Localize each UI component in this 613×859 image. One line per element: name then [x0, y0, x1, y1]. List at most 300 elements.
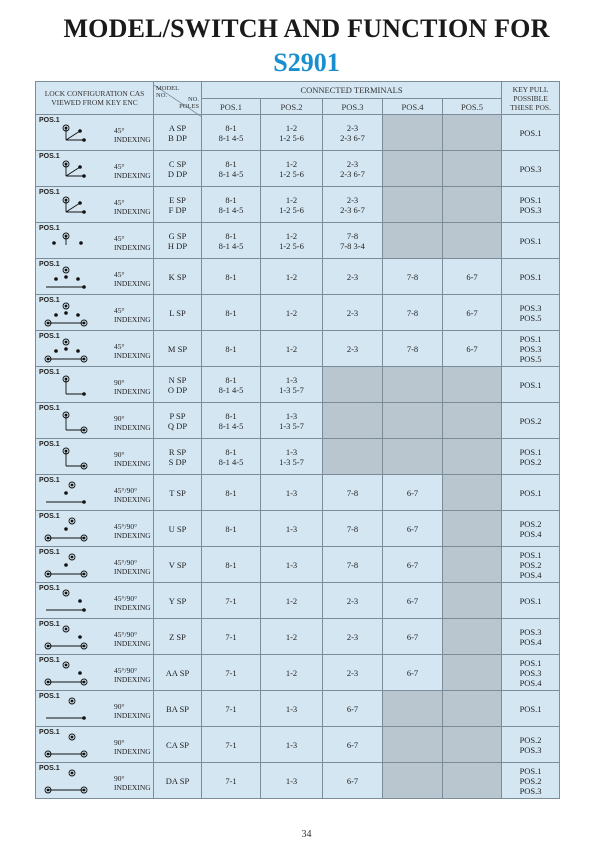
terminal-cell [443, 511, 502, 547]
terminal-value: 7-1 [225, 739, 237, 750]
table-row [36, 727, 560, 763]
terminal-cell [261, 763, 323, 799]
indexing-label [114, 450, 151, 468]
terminal-value: 1-3 [285, 446, 298, 457]
model-code: O DP [167, 384, 188, 395]
key-pull-value: POS.4 [519, 528, 542, 539]
terminal-cell [202, 619, 261, 655]
terminal-value: 1-3 [285, 523, 298, 534]
model-code: A SP [168, 122, 187, 133]
indexing-text: INDEXING [114, 171, 151, 180]
key-pull-value: POS.3 [519, 302, 542, 313]
model-cell [154, 115, 202, 151]
terminal-value: 1-2 [285, 230, 298, 241]
table-row [36, 115, 560, 151]
terminal-cell [323, 727, 383, 763]
pos1-label: POS.1 [39, 333, 60, 340]
key-pull-value: POS.1 [519, 487, 542, 498]
terminal-cell [202, 223, 261, 259]
model-cell [154, 547, 202, 583]
table-row [36, 547, 560, 583]
key-pull-value: POS.1 [519, 194, 542, 205]
key-pull-value: POS.3 [519, 626, 542, 637]
pos1-label: POS.1 [39, 477, 60, 484]
lock-config-cell [36, 259, 154, 295]
terminal-cell [383, 295, 443, 331]
terminal-cell [323, 763, 383, 799]
model-code: G SP [168, 230, 187, 241]
indexing-text: INDEXING [114, 207, 151, 216]
terminal-cell [443, 727, 502, 763]
table-row [36, 151, 560, 187]
model-code: H DP [167, 240, 188, 251]
table-row [36, 691, 560, 727]
key-pull-value: POS.2 [519, 775, 542, 786]
terminal-value: 8-1 4-5 [218, 456, 244, 467]
terminal-value: 7-8 3-4 [340, 240, 365, 251]
terminal-cell [202, 727, 261, 763]
lock-config-cell [36, 655, 154, 691]
indexing-text: INDEXING [114, 351, 151, 360]
model-cell [154, 439, 202, 475]
lock-config-cell [36, 295, 154, 331]
terminal-cell [261, 727, 323, 763]
terminal-cell [383, 187, 443, 223]
terminal-cell [383, 475, 443, 511]
terminal-cell [443, 331, 502, 367]
terminal-value: 1-2 5-6 [279, 132, 304, 143]
model-cell [154, 619, 202, 655]
terminal-cell [261, 151, 323, 187]
terminal-cell [443, 403, 502, 439]
indexing-text: INDEXING [114, 747, 151, 756]
model-code: V SP [168, 559, 187, 570]
terminal-value: 8-1 [225, 194, 237, 205]
terminal-cell [261, 619, 323, 655]
terminal-value: 8-1 4-5 [218, 240, 244, 251]
terminal-cell [323, 547, 383, 583]
terminal-value: 1-3 [285, 410, 298, 421]
indexing-angle: 45° [114, 270, 125, 279]
indexing-angle: 45°/90° [114, 486, 138, 495]
table-row [36, 511, 560, 547]
indexing-label [114, 702, 151, 720]
terminal-value: 1-2 [285, 122, 298, 133]
indexing-label [114, 558, 151, 576]
model-code: Z SP [169, 631, 186, 642]
indexing-angle: 90° [114, 414, 125, 423]
terminal-value: 8-1 4-5 [218, 168, 244, 179]
indexing-label [114, 198, 151, 216]
lock-config-cell [36, 151, 154, 187]
key-pull-header: KEY PULL POSSIBLE THESE POS. [502, 82, 560, 115]
pos1-label: POS.1 [39, 621, 60, 628]
terminal-cell [202, 367, 261, 403]
terminal-value: 8-1 [225, 374, 237, 385]
terminal-value: 8-1 4-5 [218, 420, 244, 431]
indexing-angle: 90° [114, 378, 125, 387]
key-pull-value: POS.2 [519, 518, 542, 529]
terminal-cell [383, 439, 443, 475]
model-code: T SP [169, 487, 186, 498]
pos1-label: POS.1 [39, 765, 60, 772]
key-pull-value: POS.5 [519, 312, 542, 323]
indexing-text: INDEXING [114, 459, 151, 468]
model-cell [154, 583, 202, 619]
indexing-angle: 90° [114, 702, 125, 711]
pos1-label: POS.1 [39, 549, 60, 556]
terminal-value: 7-1 [225, 631, 237, 642]
model-code: L SP [169, 307, 186, 318]
key-pull-cell [502, 367, 560, 403]
terminal-value: 1-2 [285, 343, 298, 354]
model-code: Q DP [167, 420, 188, 431]
terminal-value: 7-8 [406, 271, 419, 282]
terminal-value: 6-7 [466, 343, 478, 354]
model-cell [154, 331, 202, 367]
table-row [36, 475, 560, 511]
terminal-cell [323, 403, 383, 439]
lock-config-cell [36, 223, 154, 259]
terminal-cell [261, 547, 323, 583]
indexing-text: INDEXING [114, 279, 151, 288]
terminal-value: 8-1 [225, 122, 237, 133]
model-code: K SP [168, 271, 187, 282]
terminal-cell [383, 151, 443, 187]
indexing-label [114, 774, 151, 792]
terminal-value: 8-1 [225, 559, 237, 570]
indexing-angle: 45°/90° [114, 666, 138, 675]
model-code: CA SP [166, 739, 189, 750]
key-pull-value: POS.1 [519, 703, 542, 714]
key-pull-cell [502, 403, 560, 439]
terminal-cell [443, 367, 502, 403]
terminal-cell [202, 115, 261, 151]
model-cell [154, 403, 202, 439]
model-code: S DP [168, 456, 187, 467]
terminal-cell [202, 187, 261, 223]
table-row [36, 583, 560, 619]
key-pull-cell [502, 331, 560, 367]
terminal-value: 1-2 [285, 158, 298, 169]
indexing-label [114, 522, 151, 540]
key-pull-cell [502, 763, 560, 799]
key-pull-cell [502, 295, 560, 331]
terminal-cell [261, 295, 323, 331]
terminal-cell [383, 115, 443, 151]
terminal-value: 2-3 [346, 122, 359, 133]
model-code: C SP [168, 158, 187, 169]
lock-config-cell [36, 763, 154, 799]
terminal-value: 7-1 [225, 775, 237, 786]
terminal-value: 8-1 4-5 [218, 204, 244, 215]
terminal-cell [323, 259, 383, 295]
terminal-value: 8-1 [225, 410, 237, 421]
terminal-value: 6-7 [406, 487, 419, 498]
terminal-cell [443, 475, 502, 511]
terminal-cell [383, 763, 443, 799]
terminal-value: 1-3 [285, 703, 298, 714]
key-pull-value: POS.1 [519, 549, 542, 560]
key-pull-value: POS.1 [519, 765, 542, 776]
terminal-value: 6-7 [346, 703, 359, 714]
indexing-label [114, 594, 151, 612]
model-cell [154, 475, 202, 511]
terminal-value: 2-3 [346, 307, 359, 318]
model-code: B DP [168, 132, 187, 143]
terminal-cell [323, 655, 383, 691]
terminal-value: 7-8 [346, 487, 359, 498]
lock-config-cell [36, 331, 154, 367]
key-pull-value: POS.4 [519, 677, 542, 688]
key-pull-cell [502, 475, 560, 511]
key-pull-value: POS.4 [519, 636, 542, 647]
terminal-cell [443, 187, 502, 223]
key-pull-cell [502, 547, 560, 583]
terminal-cell [261, 475, 323, 511]
key-pull-cell [502, 259, 560, 295]
indexing-text: INDEXING [114, 315, 151, 324]
table-row [36, 367, 560, 403]
terminal-value: 2-3 [346, 595, 359, 606]
terminal-value: 6-7 [406, 595, 419, 606]
key-pull-cell [502, 187, 560, 223]
indexing-text: INDEXING [114, 639, 151, 648]
pos1-label: POS.1 [39, 585, 60, 592]
terminal-cell [202, 403, 261, 439]
lock-config-cell [36, 547, 154, 583]
model-cell [154, 295, 202, 331]
model-no-label: MODEL NO. [156, 85, 179, 99]
page-title: MODEL/SWITCH AND FUNCTION FOR [63, 14, 550, 43]
terminal-value: 7-8 [406, 307, 419, 318]
key-pull-cell [502, 691, 560, 727]
terminal-value: 1-2 5-6 [279, 240, 304, 251]
terminal-cell [383, 223, 443, 259]
table-row [36, 655, 560, 691]
terminal-cell [202, 691, 261, 727]
terminal-cell [261, 223, 323, 259]
terminal-value: 2-3 [346, 158, 359, 169]
terminal-value: 2-3 6-7 [340, 204, 365, 215]
terminal-value: 8-1 4-5 [218, 384, 244, 395]
terminal-value: 1-2 5-6 [279, 168, 304, 179]
indexing-label [114, 234, 151, 252]
indexing-text: INDEXING [114, 675, 151, 684]
terminal-value: 6-7 [406, 523, 419, 534]
key-pull-value: POS.3 [519, 744, 542, 755]
terminal-cell [323, 187, 383, 223]
terminal-cell [323, 295, 383, 331]
indexing-text: INDEXING [114, 243, 151, 252]
model-code: BA SP [166, 703, 189, 714]
terminal-cell [443, 151, 502, 187]
model-cell [154, 763, 202, 799]
model-code: D DP [167, 168, 188, 179]
terminal-value: 8-1 [225, 523, 237, 534]
key-pull-cell [502, 223, 560, 259]
model-code: F DP [168, 204, 187, 215]
pos1-label: POS.1 [39, 441, 60, 448]
key-pull-value: POS.5 [519, 353, 542, 364]
terminal-cell [383, 547, 443, 583]
key-pull-value: POS.4 [519, 569, 542, 580]
pos1-label: POS.1 [39, 225, 60, 232]
terminal-cell [202, 475, 261, 511]
model-cell [154, 367, 202, 403]
key-pull-value: POS.1 [519, 657, 542, 668]
key-pull-cell [502, 655, 560, 691]
pos1-label: POS.1 [39, 297, 60, 304]
terminal-value: 7-8 [346, 230, 359, 241]
lock-config-cell [36, 691, 154, 727]
model-code: Y SP [168, 595, 187, 606]
indexing-label [114, 666, 151, 684]
indexing-angle: 45° [114, 342, 125, 351]
model-code: N SP [168, 374, 187, 385]
key-pull-cell [502, 619, 560, 655]
connected-terminals-header: CONNECTED TERMINALS [202, 82, 502, 99]
pos1-label: POS.1 [39, 261, 60, 268]
terminal-cell [323, 115, 383, 151]
lock-config-cell [36, 367, 154, 403]
terminal-value: 8-1 [225, 271, 237, 282]
terminal-cell [261, 691, 323, 727]
terminal-cell [261, 511, 323, 547]
indexing-label [114, 342, 151, 360]
page-number: 34 [301, 829, 312, 840]
terminal-value: 8-1 [225, 446, 237, 457]
terminal-cell [202, 511, 261, 547]
model-cell [154, 655, 202, 691]
terminal-cell [383, 331, 443, 367]
lock-config-cell [36, 619, 154, 655]
table-row [36, 187, 560, 223]
terminal-cell [202, 331, 261, 367]
key-pull-value: POS.1 [519, 271, 542, 282]
terminal-cell [383, 583, 443, 619]
model-code: AA SP [165, 667, 190, 678]
key-pull-cell [502, 115, 560, 151]
terminal-value: 1-3 [285, 487, 298, 498]
indexing-text: INDEXING [114, 495, 151, 504]
key-pull-value: POS.3 [519, 343, 542, 354]
terminal-cell [443, 115, 502, 151]
terminal-cell [443, 259, 502, 295]
poles-label: NO. POLES [179, 96, 199, 110]
terminal-value: 1-2 [285, 667, 298, 678]
terminal-cell [261, 403, 323, 439]
terminal-cell [323, 367, 383, 403]
model-cell [154, 511, 202, 547]
indexing-label [114, 414, 151, 432]
lock-config-header: LOCK CONFIGURATION CAS VIEWED FROM KEY ENC [36, 82, 154, 115]
key-pull-value: POS.2 [519, 734, 542, 745]
indexing-text: INDEXING [114, 603, 151, 612]
terminal-cell [383, 691, 443, 727]
terminal-cell [323, 583, 383, 619]
terminal-value: 6-7 [466, 271, 478, 282]
terminal-cell [202, 763, 261, 799]
indexing-angle: 45°/90° [114, 522, 138, 531]
model-code: R SP [168, 446, 187, 457]
terminal-cell [323, 619, 383, 655]
terminal-value: 1-2 [285, 631, 298, 642]
terminal-value: 8-1 [225, 158, 237, 169]
lock-config-cell [36, 403, 154, 439]
terminal-cell [261, 115, 323, 151]
terminal-cell [443, 547, 502, 583]
terminal-value: 1-2 [285, 307, 298, 318]
terminal-cell [261, 583, 323, 619]
terminal-value: 7-1 [225, 703, 237, 714]
pos1-label: POS.1 [39, 405, 60, 412]
terminal-value: 2-3 [346, 194, 359, 205]
terminal-cell [202, 439, 261, 475]
terminal-value: 6-7 [346, 775, 359, 786]
terminal-value: 6-7 [406, 559, 419, 570]
terminal-value: 7-8 [346, 523, 359, 534]
table-row [36, 403, 560, 439]
indexing-text: INDEXING [114, 783, 151, 792]
table-row [36, 223, 560, 259]
lock-config-cell [36, 727, 154, 763]
terminal-value: 1-2 5-6 [279, 204, 304, 215]
terminal-value: 7-1 [225, 595, 237, 606]
model-code: DA SP [165, 775, 190, 786]
pos1-label: POS.1 [39, 369, 60, 376]
terminal-value: 8-1 [225, 230, 237, 241]
terminal-cell [261, 439, 323, 475]
table-row [36, 295, 560, 331]
pos1-label: POS.1 [39, 153, 60, 160]
key-pull-value: POS.2 [519, 559, 542, 570]
indexing-text: INDEXING [114, 567, 151, 576]
lock-config-cell [36, 115, 154, 151]
indexing-text: INDEXING [114, 135, 151, 144]
key-pull-value: POS.1 [519, 379, 542, 390]
key-pull-value: POS.1 [519, 446, 542, 457]
terminal-value: 1-3 5-7 [279, 384, 304, 395]
terminal-value: 1-2 [285, 271, 298, 282]
indexing-angle: 45°/90° [114, 558, 138, 567]
lock-config-cell [36, 475, 154, 511]
lock-config-cell [36, 583, 154, 619]
pos1-label: POS.1 [39, 189, 60, 196]
terminal-cell [261, 655, 323, 691]
terminal-value: 6-7 [406, 631, 419, 642]
key-pull-value: POS.3 [519, 204, 542, 215]
key-pull-value: POS.3 [519, 667, 542, 678]
model-cell [154, 223, 202, 259]
terminal-cell [383, 619, 443, 655]
indexing-text: INDEXING [114, 387, 151, 396]
pos-header: POS.5 [443, 99, 502, 115]
terminal-value: 8-1 [225, 343, 237, 354]
model-cell [154, 187, 202, 223]
terminal-value: 8-1 4-5 [218, 132, 244, 143]
indexing-angle: 45°/90° [114, 594, 138, 603]
function-table [35, 81, 560, 799]
indexing-angle: 45°/90° [114, 630, 138, 639]
key-pull-value: POS.2 [519, 456, 542, 467]
indexing-angle: 45° [114, 126, 125, 135]
indexing-label [114, 630, 151, 648]
pos1-label: POS.1 [39, 729, 60, 736]
key-pull-value: POS.3 [519, 785, 542, 796]
model-poles-header [154, 82, 202, 115]
pos1-label: POS.1 [39, 117, 60, 124]
